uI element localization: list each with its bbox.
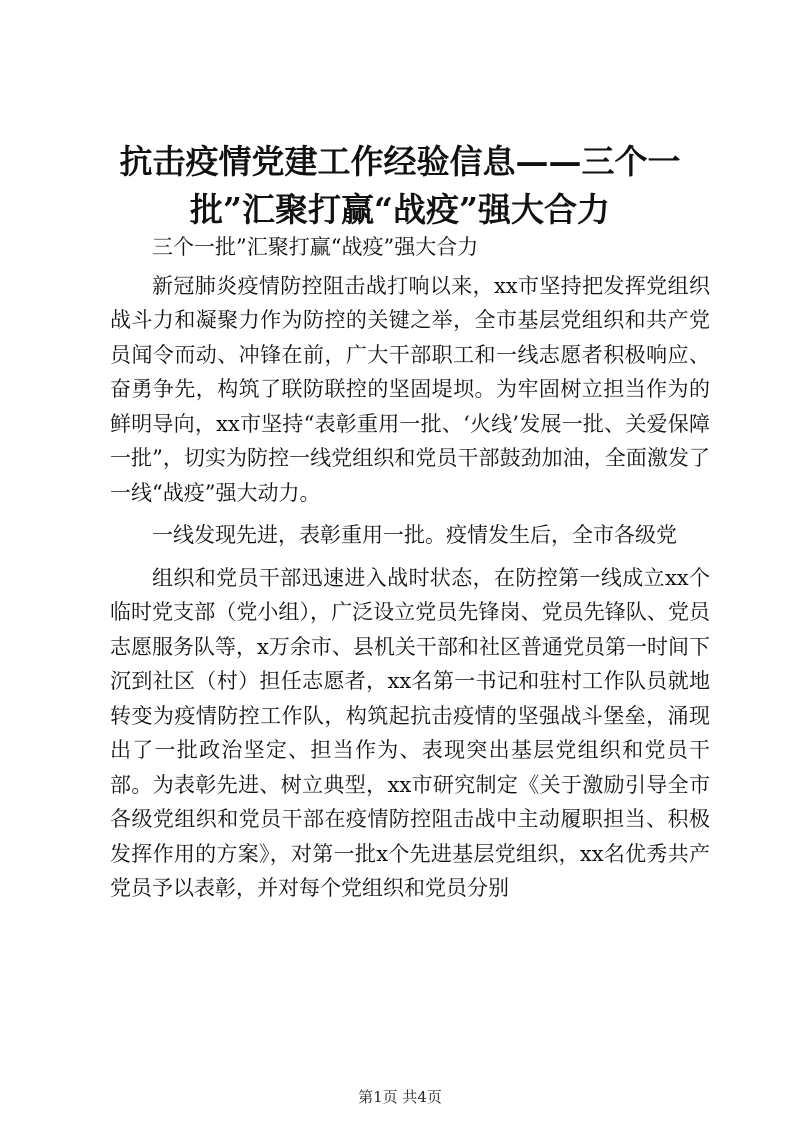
intro-paragraph: 新冠肺炎疫情防控阻击战打响以来，xx市坚持把发挥党组织战斗力和凝聚力作为防控的关键之举，全市基层党组织和共产党员闻令而动、冲锋在前，广大干部职工和一线志愿者积极响应、奋勇争先，构筑了联防联控的坚固堤坝。为牢固树立担当作为的鲜明导向，xx市坚持“表彰重用一批、‘火线’发展一批、关爱保障一批”，切实为防控一线党组织和党员干部鼓劲加油，全面激发了一线“战疫”强大动力。 <box>110 273 710 505</box>
subtitle-paragraph: 三个一批”汇聚打赢“战疫”强大合力 <box>152 235 479 259</box>
document-body <box>110 230 710 910</box>
section-heading-paragraph: 一线发现先进，表彰重用一批。疫情发生后，全市各级党 <box>152 523 677 547</box>
page-footer: 第1页 共4页 <box>358 1088 442 1106</box>
document-title: 抗击疫情党建工作经验信息——三个一批”汇聚打赢“战疫”强大合力 <box>119 142 681 229</box>
section-body-paragraph: 组织和党员干部迅速进入战时状态，在防控第一线成立xx个临时党支部（党小组），广泛设立党员先锋岗、党员先锋队、党员志愿服务队等，x万余市、县机关干部和社区普通党员第一时间下沉到社区（村）担任志愿者，xx名第一书记和驻村工作队员就地转变为疫情防控工作队，构筑起抗击疫情的坚强战斗堡垒，涌现出了一批政治坚定、担当作为、表现突出基层党组织和党员干部。为表彰先进、树立典型，xx市研究制定《关于激励引导全市各级党组织和党员干部在疫情防控阻击战中主动履职担当、积极发挥作用的方案》，对第一批x个先进基层党组织，xx名优秀共产党员予以表彰，并对每个党组织和党员分别 <box>110 565 710 900</box>
